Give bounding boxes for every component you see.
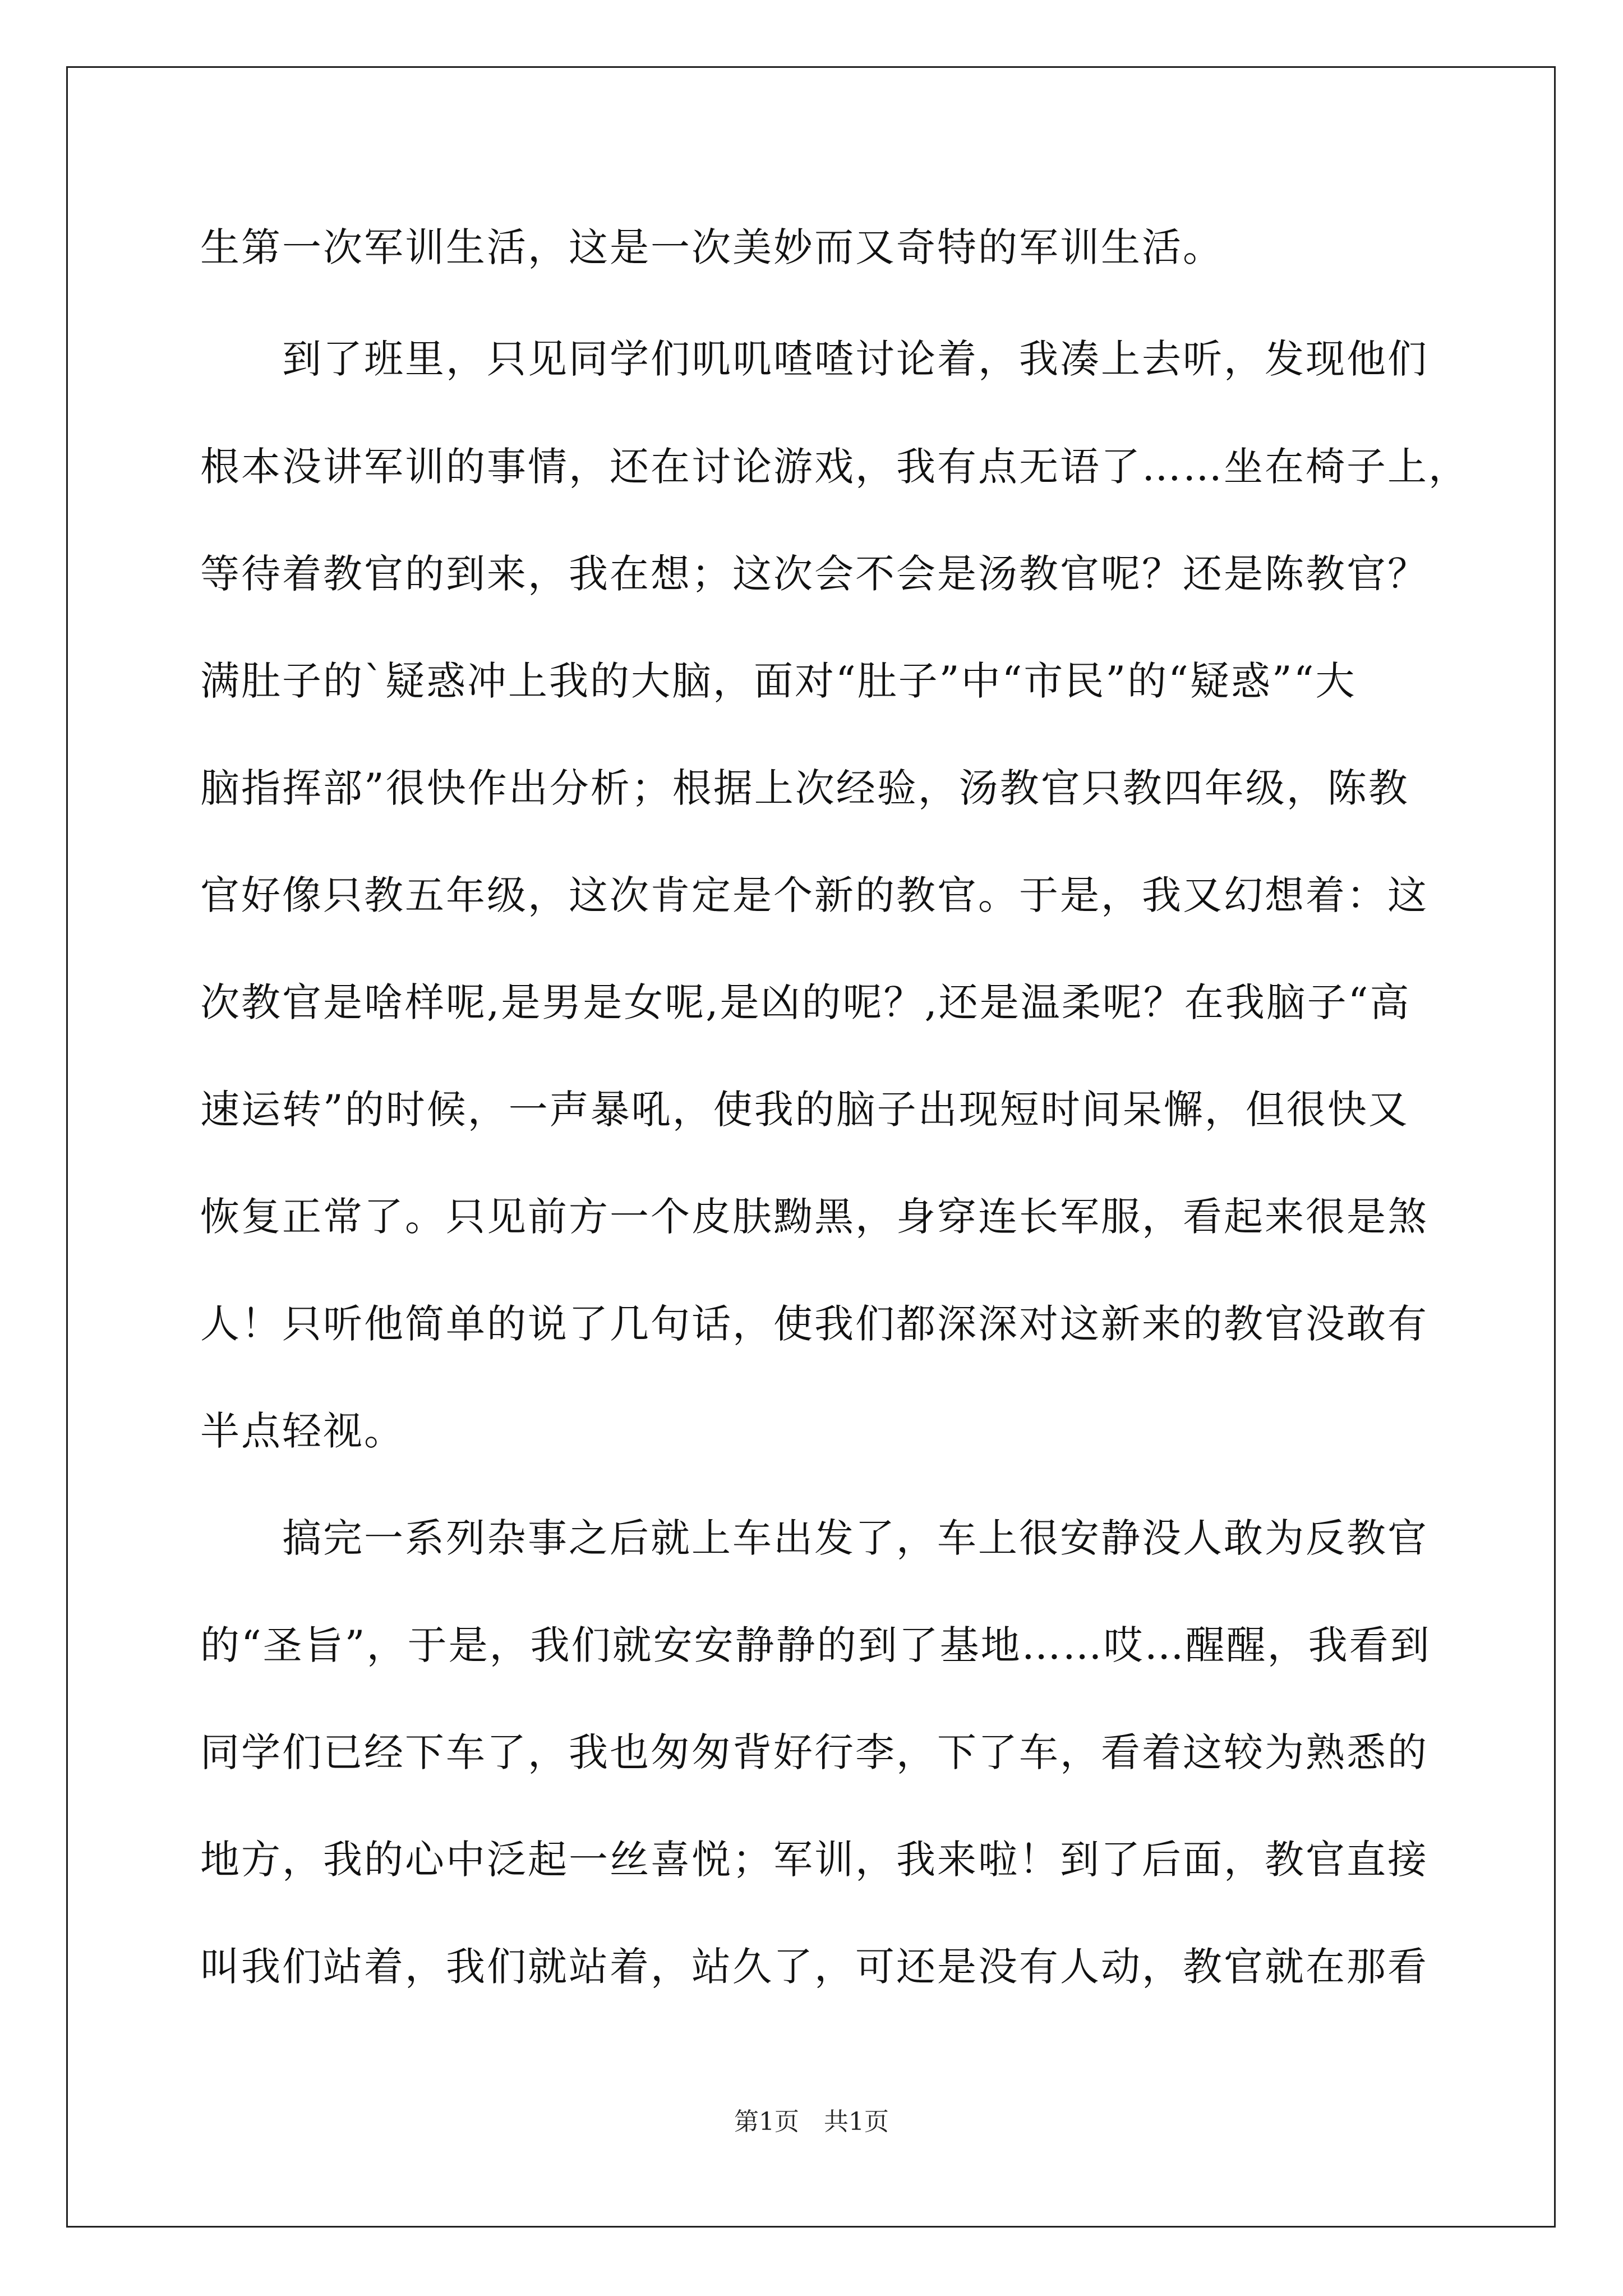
text-line: 同学们已经下车了，我也匆匆背好行李，下了车，看着这较为熟悉的 [200,1729,1428,1775]
text-line: 脑指挥部”很快作出分析；根据上次经验，汤教官只教四年级，陈教 [200,765,1409,811]
text-line: 到了班里，只见同学们叽叽喳喳讨论着，我凑上去听，发现他们 [200,336,1428,382]
text-line: 搞完一系列杂事之后就上车出发了，车上很安静没人敢为反教官 [200,1515,1428,1561]
text-line: 速运转”的时候，一声暴吼，使我的脑子出现短时间呆懈，但很快又 [200,1087,1409,1133]
text-line: 等待着教官的到来，我在想；这次会不会是汤教官呢？还是陈教官？ [200,551,1428,597]
page-footer: 第1页 共1页 [734,2108,889,2136]
text-line: 官好像只教五年级，这次肯定是个新的教官。于是，我又幻想着：这 [200,872,1428,918]
text-line: 半点轻视。 [200,1408,405,1454]
text-line: 地方，我的心中泛起一丝喜悦；军训，我来啦！到了后面，教官直接 [200,1837,1428,1883]
text-line: 的“圣旨”，于是，我们就安安静静的到了基地……哎…醒醒，我看到 [200,1622,1431,1668]
text-line: 恢复正常了。只见前方一个皮肤黝黑，身穿连长军服，看起来很是煞 [200,1194,1428,1240]
text-line: 次教官是啥样呢,是男是女呢,是凶的呢？,还是温柔呢？在我脑子“高 [200,979,1411,1025]
text-line: 人！只听他简单的说了几句话，使我们都深深对这新来的教官没敢有 [200,1301,1428,1347]
text-line: 生第一次军训生活，这是一次美妙而又奇特的军训生活。 [200,224,1224,270]
text-line: 叫我们站着，我们就站着，站久了，可还是没有人动，教官就在那看 [200,1944,1428,1990]
text-line: 根本没讲军训的事情，还在讨论游戏，我有点无语了……坐在椅子上， [200,444,1469,490]
text-line: 满肚子的`疑惑冲上我的大脑，面对“肚子”中“市民”的“疑惑”“大 [200,658,1357,704]
page-border [66,66,1556,2228]
